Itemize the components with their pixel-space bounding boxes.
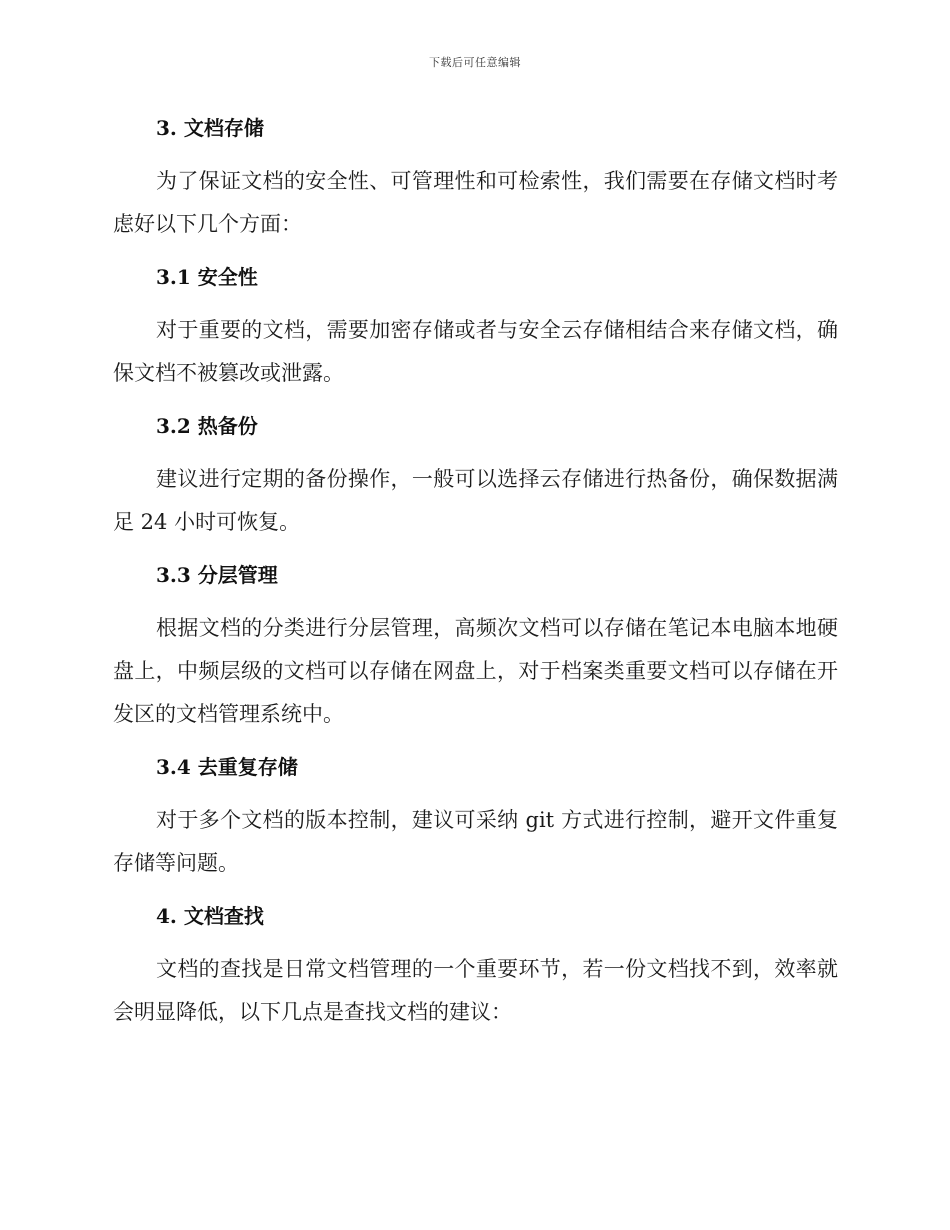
header-note: 下载后可任意编辑: [429, 56, 521, 69]
section-3-1-heading: 3.1 安全性: [156, 265, 258, 289]
section-3-4-heading: 3.4 去重复存储: [156, 755, 298, 779]
section-3-3-heading: 3.3 分层管理: [156, 563, 278, 587]
section-3-3-paragraph: 根据文档的分类进行分层管理，高频次文档可以存储在笔记本电脑本地硬盘上，中频层级的文档可以存储在网盘上，对于档案类重要文档可以存储在开发区的文档管理系统中。: [113, 616, 838, 726]
document-body: [113, 108, 838, 1045]
section-4-paragraph: 文档的查找是日常文档管理的一个重要环节，若一份文档找不到，效率就会明显降低，以下几点是查找文档的建议：: [113, 957, 838, 1024]
section-3-heading: 3. 文档存储: [156, 116, 264, 140]
section-3-2-paragraph: 建议进行定期的备份操作，一般可以选择云存储进行热备份，确保数据满足 24 小时可恢复。: [113, 467, 838, 534]
section-3-paragraph: 为了保证文档的安全性、可管理性和可检索性，我们需要在存储文档时考虑好以下几个方面：: [113, 169, 838, 236]
section-4-heading: 4. 文档查找: [156, 904, 264, 928]
section-3-2-heading: 3.2 热备份: [156, 414, 258, 438]
section-3-1-paragraph: 对于重要的文档，需要加密存储或者与安全云存储相结合来存储文档，确保文档不被篡改或泄露。: [113, 318, 838, 385]
section-3-4-paragraph: 对于多个文档的版本控制，建议可采纳 git 方式进行控制，避开文件重复存储等问题。: [113, 808, 838, 875]
